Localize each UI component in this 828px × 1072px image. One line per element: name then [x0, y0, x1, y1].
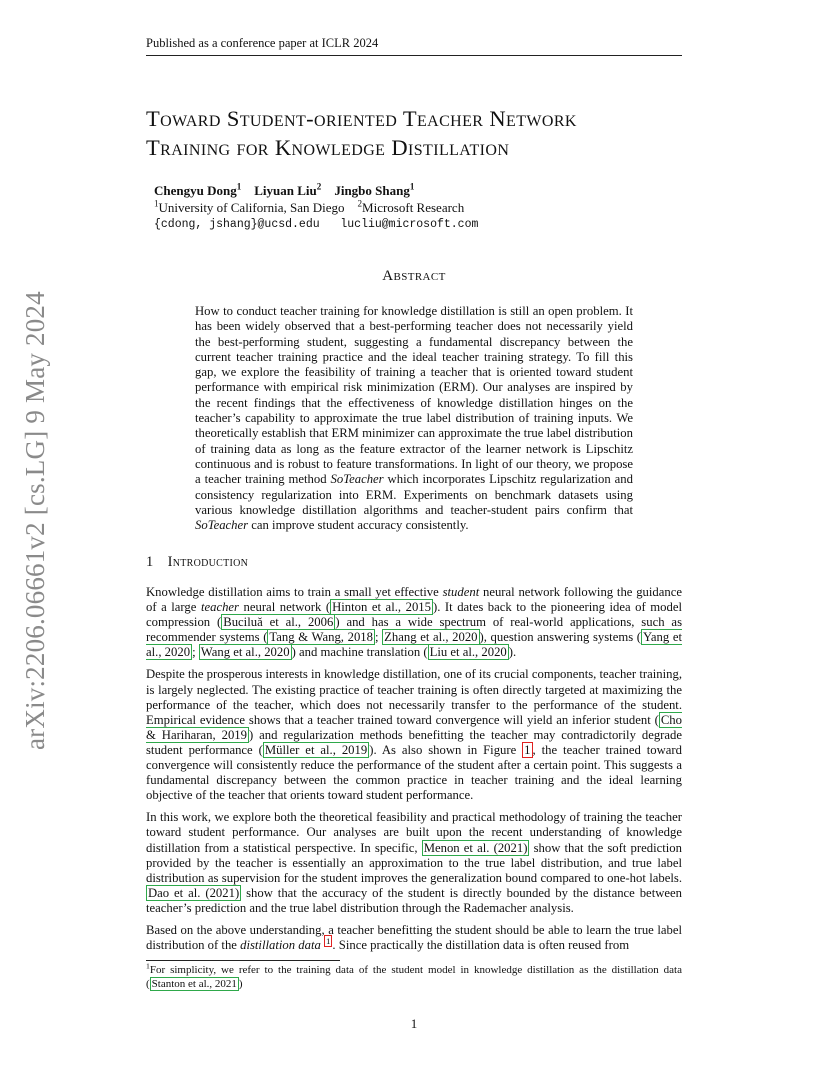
citation-link[interactable]: Wang et al., 2020: [200, 645, 290, 660]
footnote-rule: [146, 960, 340, 961]
affiliation-mark: 1: [409, 181, 415, 192]
email: lucliu@microsoft.com: [340, 218, 479, 231]
text-run: ;: [192, 645, 199, 660]
text-run: ): [238, 977, 243, 990]
text-run: ). As also shown in Figure: [369, 742, 523, 757]
emphasis: distillation data: [240, 938, 321, 953]
footnote: [146, 961, 682, 991]
paragraph: [146, 667, 682, 803]
citation-link[interactable]: Liu et al., 2020: [429, 645, 507, 660]
emphasis: student: [442, 585, 480, 599]
text-run: neural network following the guidance of a large: [146, 585, 682, 615]
citation-link[interactable]: Yang et al., 2020: [146, 630, 683, 660]
text-run: ), question answering systems (: [479, 630, 641, 645]
text-run: Knowledge distillation aims to train a small yet effective: [146, 585, 443, 599]
body-text: [146, 585, 682, 960]
text-run: can improve student accuracy consistently.: [248, 518, 469, 533]
author-name: Jingbo Shang: [334, 183, 410, 198]
author-name: Chengyu Dong: [154, 183, 237, 198]
section-number: 1: [146, 554, 154, 570]
citation-link[interactable]: Tang & Wang, 2018: [269, 630, 373, 645]
abstract-heading: Abstract: [382, 268, 446, 284]
citation-link[interactable]: Buciluǎ et al., 2006: [223, 615, 334, 630]
text-run: show that the accuracy of the student is directly bounded by the distance between teacher’s prediction and the true label distribution through the Rademacher analysis.: [146, 885, 682, 915]
section-title: Introduction: [167, 554, 249, 570]
affiliation-mark: 2: [316, 181, 322, 192]
abstract-text: [195, 304, 633, 533]
text-run: ;: [374, 630, 383, 645]
citation-link[interactable]: Hinton et al., 2015: [332, 600, 431, 615]
text-run: ) and machine translation (: [291, 645, 428, 660]
email: {cdong, jshang}@ucsd.edu: [154, 218, 320, 231]
arxiv-stamp: arXiv:2206.06661v2 [cs.LG] 9 May 2024: [20, 291, 50, 750]
text-run: ) and regularization methods benefitting the teacher may contradictorily degrade student performance (: [146, 727, 682, 757]
section-heading: [146, 554, 682, 571]
affiliation-mark: 1: [236, 181, 242, 192]
paper-title: [146, 104, 706, 162]
affiliation: Microsoft Research: [362, 200, 465, 215]
author-block: [154, 182, 674, 233]
author-name: Liyuan Liu: [254, 183, 317, 198]
author-names: [154, 182, 674, 199]
text-run: , the teacher trained toward convergence will consistently reduce the performance of the student after a certain point. This suggests a fundamental discrepancy between the common practice in teacher training and the ideal learning objective of the teacher that orients toward student performance.: [146, 742, 682, 803]
text-run: neural network (: [238, 600, 331, 615]
title-line-1: Toward Student-oriented Teacher Network: [146, 106, 577, 131]
text-run: How to conduct teacher training for knowledge distillation is still an open problem. It has been widely observed that a best-performing teacher does not necessarily yield the best-performing student, suggesting a fundamental discrepancy between the current teacher training practice and the ideal teacher training strategy. To fill this gap, we explore the feasibility of training a teacher that is oriented toward student performance with empirical risk minimization (ERM). Our analyses are inspired by the recent findings that the effectiveness of knowledge distillation hinges on the teacher’s capability to approximate the true label distribution of training inputs. We theoretically establish that ERM minimizer can approximate the true label distribution of training data as long as the feature extractor of the learner network is Lipschitz continuous and is robust to feature transformations. In light of our theory, we propose a teacher training method: [195, 304, 633, 487]
text-run: In this work, we explore both the theoretical feasibility and practical methodology of training the teacher toward student performance. Our analyses are built upon the recent understanding of knowledge distillation from a statistical perspective. In specific,: [146, 810, 682, 855]
affiliation-mark: 2: [357, 198, 363, 209]
citation-link[interactable]: Cho & Hariharan, 2019: [146, 712, 682, 742]
citation-link[interactable]: Stanton et al., 2021: [151, 977, 237, 990]
paragraph: [146, 923, 682, 953]
text-run: which incorporates Lipschitz regularization and consistency regularization into ERM. Experiments on benchmark datasets using various knowledge distillation algorithms and teacher-student pairs confirm that: [195, 472, 633, 517]
figure-link[interactable]: 1: [524, 742, 531, 757]
running-header: Published as a conference paper at ICLR 2024: [146, 36, 682, 56]
affiliation-mark: 1: [154, 198, 159, 209]
text-run: show that the soft prediction provided by the teacher is essentially an approximation to the true label distribution, and true label distribution as supervision for the student improves the generalization bound compared to one-hot labels.: [146, 840, 682, 885]
text-run: For simplicity, we refer to the training data of the student model in knowledge distillation as the distillation data (: [146, 964, 682, 990]
footnote-link[interactable]: 1: [325, 935, 331, 946]
citation-link[interactable]: Zhang et al., 2020: [384, 630, 478, 645]
text-run: ). It dates back to the pioneering idea of model compression (: [146, 600, 682, 630]
emphasis: teacher: [200, 600, 239, 615]
paragraph: [146, 810, 682, 916]
paragraph: [146, 585, 682, 660]
method-name: SoTeacher: [195, 518, 249, 533]
text-run: Despite the prosperous interests in knowledge distillation, one of its crucial components, teacher training, is largely neglected. The existing practice of teacher training is often directly targeted at maximizing the performance of the teacher, which does not necessarily transfer to the performance of the student. Empirical evidence shows that a teacher trained toward convergence will yield an inferior student (: [146, 667, 682, 727]
author-emails: [154, 216, 674, 233]
page-number: 1: [410, 1016, 418, 1031]
method-name: SoTeacher: [330, 472, 384, 487]
affiliations: [154, 199, 674, 216]
text-run: Based on the above understanding, a teacher benefitting the student should be able to learn the true label distribution of the: [146, 922, 682, 953]
footnote-mark: 1: [146, 961, 150, 971]
text-run: . Since practically the distillation data is often reused from: [332, 938, 630, 953]
affiliation: University of California, San Diego: [158, 200, 345, 215]
citation-link[interactable]: Dao et al. (2021): [148, 885, 240, 900]
text-run: ) and has a wide spectrum of real-world applications, such as recommender systems (: [146, 615, 683, 645]
citation-link[interactable]: Müller et al., 2019: [264, 742, 368, 757]
citation-link[interactable]: Menon et al. (2021): [423, 840, 528, 855]
title-line-2: Training for Knowledge Distillation: [146, 135, 510, 160]
text-run: ).: [508, 645, 517, 660]
